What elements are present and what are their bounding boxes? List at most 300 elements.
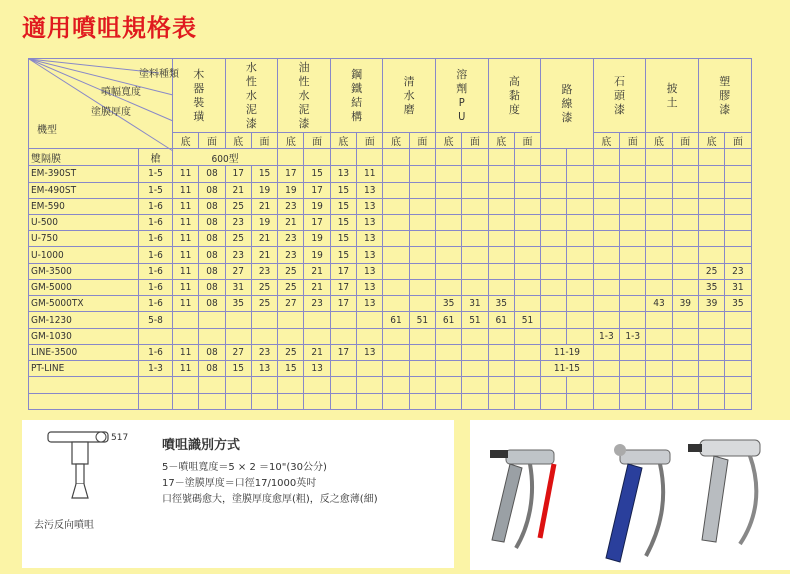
empty-cell: [173, 393, 199, 409]
empty-cell: [462, 149, 488, 166]
nozzle-value: 25: [278, 263, 304, 279]
nozzle-value: [541, 296, 567, 312]
empty-cell: [593, 393, 619, 409]
nozzle-value: 13: [251, 361, 277, 377]
nozzle-value: 15: [330, 182, 356, 198]
nozzle-value: [698, 198, 724, 214]
table-row: [29, 182, 752, 198]
nozzle-value: 23: [225, 247, 251, 263]
nozzle-value: [620, 279, 646, 295]
empty-cell: [173, 377, 199, 393]
nozzle-value: [488, 215, 514, 231]
nozzle-value: 15: [330, 231, 356, 247]
nozzle-value: [462, 182, 488, 198]
empty-cell: [488, 377, 514, 393]
empty-cell: [278, 393, 304, 409]
empty-cell: [593, 149, 619, 166]
nozzle-value: [567, 279, 593, 295]
empty-cell: [672, 393, 698, 409]
nozzle-value: [330, 361, 356, 377]
nozzle-value: [672, 198, 698, 214]
nozzle-number: 517: [111, 433, 129, 443]
empty-cell: [278, 377, 304, 393]
nozzle-value: 25: [225, 231, 251, 247]
empty-cell: [199, 393, 225, 409]
empty-cell: [225, 393, 251, 409]
empty-cell: [725, 149, 751, 166]
table-row: [29, 215, 752, 231]
nozzle-value: [383, 263, 409, 279]
nozzle-value: 11: [173, 296, 199, 312]
empty-cell: [357, 393, 383, 409]
nozzle-value: 35: [725, 296, 751, 312]
nozzle-value: [462, 231, 488, 247]
empty-cell: [620, 149, 646, 166]
nozzle-value: [435, 344, 461, 360]
spray-width-range: [139, 328, 173, 344]
nozzle-value: [672, 231, 698, 247]
nozzle-value: 21: [251, 198, 277, 214]
empty-cell: [409, 393, 435, 409]
nozzle-value: [646, 361, 672, 377]
empty-cell: [304, 377, 330, 393]
nozzle-value: 15: [225, 361, 251, 377]
nozzle-value: [567, 296, 593, 312]
nozzle-value: [672, 279, 698, 295]
nozzle-value: [725, 312, 751, 328]
nozzle-value: [514, 198, 540, 214]
nozzle-value: 17: [330, 263, 356, 279]
nozzle-value: [225, 328, 251, 344]
nozzle-value: [646, 198, 672, 214]
nozzle-value: 13: [304, 361, 330, 377]
coating-header: 水性水泥漆: [225, 59, 278, 133]
nozzle-value: [409, 166, 435, 182]
empty-cell: [462, 393, 488, 409]
empty-cell: [620, 377, 646, 393]
nozzle-value: 17: [225, 166, 251, 182]
nozzle-value: [698, 312, 724, 328]
coating-header: 溶劑PU: [435, 59, 488, 133]
nozzle-value: 17: [304, 182, 330, 198]
nozzle-value: [567, 247, 593, 263]
model-name: GM-5000TX: [29, 296, 139, 312]
nozzle-value: [199, 328, 225, 344]
model-name: GM-1230: [29, 312, 139, 328]
nozzle-value: 11: [173, 279, 199, 295]
nozzle-value: 21: [304, 263, 330, 279]
nozzle-value: [462, 361, 488, 377]
nozzle-value: [435, 247, 461, 263]
nozzle-tip-icon: [36, 424, 146, 504]
nozzle-value: [672, 328, 698, 344]
nozzle-value: 19: [278, 182, 304, 198]
nozzle-value: 11: [173, 263, 199, 279]
spray-gun-silver: [490, 450, 554, 548]
nozzle-value: 08: [199, 215, 225, 231]
nozzle-value: [567, 231, 593, 247]
nozzle-value: [435, 263, 461, 279]
gun-type: 600型: [173, 149, 278, 166]
table-row: [29, 231, 752, 247]
table-row: [29, 312, 752, 328]
nozzle-value: [593, 361, 619, 377]
empty-cell: [488, 149, 514, 166]
nozzle-value: 15: [251, 166, 277, 182]
nozzle-value: 13: [357, 296, 383, 312]
nozzle-value: 11: [173, 166, 199, 182]
coating-header: 披土: [646, 59, 699, 133]
empty-cell: [199, 377, 225, 393]
nozzle-value: 08: [199, 263, 225, 279]
coating-subheader: 底: [278, 133, 304, 149]
nozzle-value: [383, 279, 409, 295]
empty-cell: [409, 149, 435, 166]
nozzle-value: [488, 198, 514, 214]
nozzle-value: [409, 361, 435, 377]
nozzle-value: [330, 328, 356, 344]
nozzle-value: [725, 215, 751, 231]
dual-diaphragm-label: 雙隔膜: [29, 149, 139, 166]
model-name: U-500: [29, 215, 139, 231]
nozzle-value: [462, 279, 488, 295]
nozzle-value: [698, 328, 724, 344]
nozzle-value: [567, 328, 593, 344]
coating-subheader: 底: [435, 133, 461, 149]
nozzle-value: [593, 279, 619, 295]
coating-header: 石頭漆: [593, 59, 646, 133]
nozzle-value: [646, 312, 672, 328]
nozzle-value: [541, 166, 567, 182]
nozzle-value: [725, 166, 751, 182]
nozzle-value: 13: [357, 279, 383, 295]
nozzle-value: 23: [304, 296, 330, 312]
spray-width-range: 1-6: [139, 247, 173, 263]
spray-gun-chrome: [688, 440, 760, 544]
gun-label: 槍: [139, 149, 173, 166]
nozzle-value: [620, 296, 646, 312]
coating-header: 路線漆: [541, 59, 594, 149]
nozzle-value: [725, 344, 751, 360]
nozzle-value: 13: [357, 263, 383, 279]
nozzle-value: [567, 198, 593, 214]
nozzle-value: 13: [330, 166, 356, 182]
nozzle-value: [620, 312, 646, 328]
nozzle-value: [672, 247, 698, 263]
nozzle-value: [646, 247, 672, 263]
nozzle-value: [541, 247, 567, 263]
nozzle-value: [620, 182, 646, 198]
nozzle-value: 35: [435, 296, 461, 312]
nozzle-value: 19: [304, 247, 330, 263]
coating-subheader: 面: [199, 133, 225, 149]
nozzle-value: 11: [173, 215, 199, 231]
nozzle-value: 13: [357, 198, 383, 214]
empty-cell: [514, 393, 540, 409]
nozzle-value: [383, 328, 409, 344]
empty-cell: [278, 149, 304, 166]
nozzle-value: [357, 328, 383, 344]
nozzle-value: 08: [199, 296, 225, 312]
spray-width-range: 1-5: [139, 182, 173, 198]
nozzle-value: 31: [225, 279, 251, 295]
nozzle-value: [672, 344, 698, 360]
nozzle-value: [409, 279, 435, 295]
spray-gun-blue: [606, 444, 670, 562]
nozzle-value: 17: [330, 279, 356, 295]
coating-subheader: 面: [725, 133, 751, 149]
nozzle-value: [567, 182, 593, 198]
spray-width-range: 1-6: [139, 263, 173, 279]
coating-subheader: 面: [620, 133, 646, 149]
model-name: U-1000: [29, 247, 139, 263]
model-name: PT-LINE: [29, 361, 139, 377]
coating-header: 高黏度: [488, 59, 541, 133]
nozzle-value: 13: [357, 182, 383, 198]
nozzle-value: [409, 344, 435, 360]
nozzle-value: [330, 312, 356, 328]
nozzle-value: [567, 263, 593, 279]
empty-cell: [383, 393, 409, 409]
model-name: LINE-3500: [29, 344, 139, 360]
nozzle-value: [567, 166, 593, 182]
nozzle-value: [698, 247, 724, 263]
nozzle-value: [462, 328, 488, 344]
nozzle-value: 11: [173, 198, 199, 214]
nozzle-value: [541, 215, 567, 231]
coating-subheader: 底: [593, 133, 619, 149]
nozzle-value: 11-19: [541, 344, 594, 360]
coating-header: 清水磨: [383, 59, 436, 133]
coating-header: 油性水泥漆: [278, 59, 331, 133]
empty-cell: [330, 393, 356, 409]
empty-cell: [698, 393, 724, 409]
nozzle-value: 23: [225, 215, 251, 231]
nozzle-value: [698, 344, 724, 360]
nozzle-value: [672, 182, 698, 198]
nozzle-value: [593, 231, 619, 247]
nozzle-value: [435, 361, 461, 377]
empty-cell: [251, 393, 277, 409]
nozzle-value: 08: [199, 231, 225, 247]
nozzle-value: [435, 166, 461, 182]
nozzle-value: [383, 182, 409, 198]
nozzle-value: 61: [488, 312, 514, 328]
model-name: EM-490ST: [29, 182, 139, 198]
nozzle-value: 11: [173, 182, 199, 198]
nozzle-value: [462, 263, 488, 279]
nozzle-value: [409, 247, 435, 263]
table-row: [29, 166, 752, 182]
nozzle-value: 17: [330, 344, 356, 360]
coating-subheader: 面: [304, 133, 330, 149]
nozzle-value: [514, 215, 540, 231]
nozzle-value: [488, 361, 514, 377]
nozzle-value: [698, 166, 724, 182]
coating-subheader: 底: [488, 133, 514, 149]
nozzle-value: 21: [225, 182, 251, 198]
nozzle-value: [409, 328, 435, 344]
empty-cell: [304, 149, 330, 166]
empty-cell: [672, 149, 698, 166]
table-row: [29, 263, 752, 279]
nozzle-value: 15: [330, 215, 356, 231]
nozzle-value: 27: [225, 344, 251, 360]
nozzle-value: 35: [698, 279, 724, 295]
nozzle-value: 08: [199, 344, 225, 360]
nozzle-value: 23: [251, 344, 277, 360]
nozzle-value: [593, 166, 619, 182]
nozzle-value: [173, 312, 199, 328]
nozzle-value: 25: [251, 296, 277, 312]
empty-cell: [29, 377, 139, 393]
nozzle-value: [541, 198, 567, 214]
table-corner-header: [29, 59, 179, 149]
empty-cell: [541, 377, 567, 393]
nozzle-value: 11-15: [541, 361, 594, 377]
nozzle-value: [304, 328, 330, 344]
nozzle-value: [514, 231, 540, 247]
nozzle-value: [488, 328, 514, 344]
nozzle-value: 08: [199, 247, 225, 263]
nozzle-value: 23: [725, 263, 751, 279]
nozzle-value: [541, 312, 567, 328]
nozzle-value: [593, 215, 619, 231]
nozzle-value: [488, 247, 514, 263]
nozzle-value: [646, 328, 672, 344]
nozzle-value: [462, 247, 488, 263]
nozzle-value: [593, 344, 619, 360]
nozzle-value: 13: [357, 215, 383, 231]
nozzle-value: [593, 247, 619, 263]
nozzle-value: [620, 166, 646, 182]
legend-line-1: 5－噴咀寬度＝5 × 2 ＝10"(30公分): [162, 462, 327, 473]
empty-cell: [541, 393, 567, 409]
nozzle-value: 27: [278, 296, 304, 312]
nozzle-value: [646, 279, 672, 295]
empty-cell: [725, 393, 751, 409]
legend-title: 噴咀識別方式: [162, 438, 241, 453]
nozzle-value: [514, 247, 540, 263]
nozzle-value: [278, 328, 304, 344]
coating-subheader: 面: [409, 133, 435, 149]
empty-cell: [514, 149, 540, 166]
nozzle-value: [409, 198, 435, 214]
nozzle-value: [593, 296, 619, 312]
nozzle-value: 21: [278, 215, 304, 231]
empty-cell: [383, 149, 409, 166]
nozzle-value: [646, 182, 672, 198]
nozzle-value: 23: [278, 198, 304, 214]
empty-cell: [435, 393, 461, 409]
nozzle-value: [383, 166, 409, 182]
coating-subheader: 面: [514, 133, 540, 149]
nozzle-value: [462, 215, 488, 231]
empty-cell: [462, 377, 488, 393]
nozzle-caption: 去污反向噴咀: [34, 520, 94, 531]
nozzle-value: [620, 215, 646, 231]
nozzle-value: [672, 166, 698, 182]
nozzle-value: [698, 361, 724, 377]
table-row: [29, 377, 752, 393]
coating-subheader: 面: [251, 133, 277, 149]
empty-cell: [567, 393, 593, 409]
nozzle-value: [409, 296, 435, 312]
nozzle-value: [541, 231, 567, 247]
nozzle-value: 08: [199, 361, 225, 377]
nozzle-value: [251, 328, 277, 344]
spray-width-range: 1-6: [139, 198, 173, 214]
empty-cell: [593, 377, 619, 393]
model-name: GM-5000: [29, 279, 139, 295]
nozzle-value: [435, 215, 461, 231]
legend-line-2: 17－塗膜厚度＝口徑17/1000英吋: [162, 478, 317, 489]
model-name: GM-1030: [29, 328, 139, 344]
nozzle-value: [567, 215, 593, 231]
nozzle-value: [672, 361, 698, 377]
table-row: [29, 198, 752, 214]
nozzle-value: [514, 296, 540, 312]
nozzle-value: [409, 263, 435, 279]
nozzle-value: [646, 166, 672, 182]
spray-width-range: 1-6: [139, 296, 173, 312]
nozzle-value: 61: [383, 312, 409, 328]
nozzle-value: [435, 328, 461, 344]
page-title: 適用噴咀規格表: [22, 14, 197, 42]
nozzle-value: 17: [330, 296, 356, 312]
empty-cell: [698, 377, 724, 393]
empty-cell: [251, 377, 277, 393]
nozzle-value: [278, 312, 304, 328]
nozzle-value: [488, 344, 514, 360]
nozzle-value: 25: [698, 263, 724, 279]
nozzle-value: [672, 263, 698, 279]
nozzle-value: 15: [278, 361, 304, 377]
empty-cell: [567, 149, 593, 166]
nozzle-value: [462, 166, 488, 182]
nozzle-value: 15: [304, 166, 330, 182]
nozzle-value: [488, 263, 514, 279]
empty-cell: [620, 393, 646, 409]
nozzle-value: 11: [173, 344, 199, 360]
table-row: [29, 279, 752, 295]
nozzle-value: [646, 231, 672, 247]
nozzle-value: 19: [251, 215, 277, 231]
nozzle-value: 17: [278, 166, 304, 182]
empty-cell: [330, 149, 356, 166]
coating-header: 塑膠漆: [698, 59, 751, 133]
nozzle-value: [672, 215, 698, 231]
nozzle-value: 15: [330, 247, 356, 263]
nozzle-value: 08: [199, 198, 225, 214]
nozzle-value: [357, 361, 383, 377]
empty-cell: [225, 377, 251, 393]
nozzle-legend-panel: [22, 420, 454, 568]
nozzle-value: [593, 312, 619, 328]
nozzle-value: [435, 198, 461, 214]
nozzle-value: [646, 215, 672, 231]
nozzle-value: 51: [409, 312, 435, 328]
coating-subheader: 面: [462, 133, 488, 149]
nozzle-value: [593, 198, 619, 214]
nozzle-value: [488, 279, 514, 295]
nozzle-value: [514, 182, 540, 198]
empty-cell: [541, 149, 567, 166]
nozzle-value: [725, 247, 751, 263]
empty-cell: [357, 377, 383, 393]
table-row: [29, 344, 752, 360]
nozzle-value: [225, 312, 251, 328]
